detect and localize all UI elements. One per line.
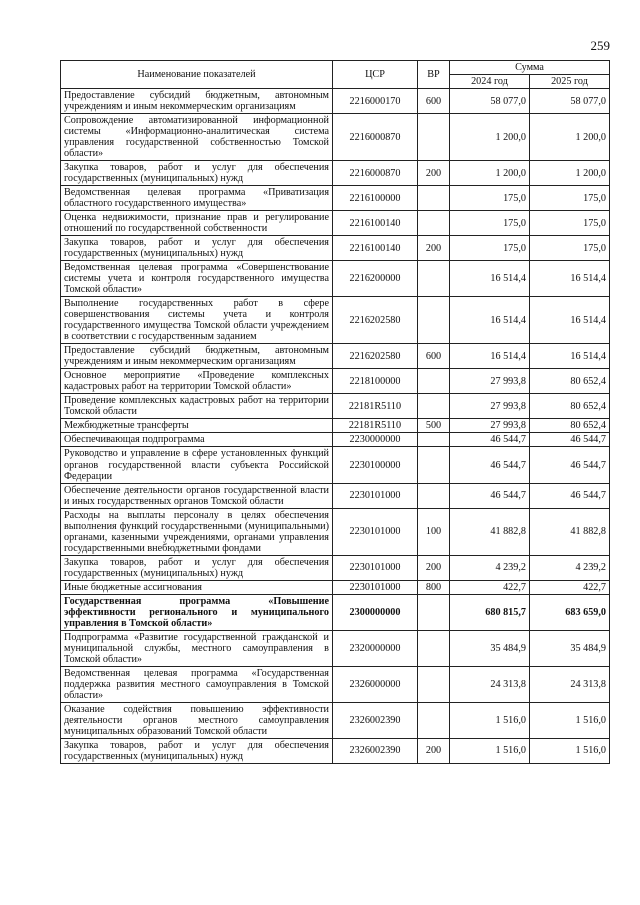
row-csr-cell: 2216000870: [333, 114, 418, 161]
row-2025-value: 46 544,7: [530, 433, 610, 447]
row-vr-cell: 200: [418, 738, 450, 763]
row-csr-cell: 2216000170: [333, 89, 418, 114]
row-vr-cell: [418, 702, 450, 738]
row-2024-value: 16 514,4: [450, 344, 530, 369]
table-row: [61, 702, 610, 738]
row-vr-cell: 800: [418, 580, 450, 594]
table-row: [61, 211, 610, 236]
row-name-cell: Закупка товаров, работ и услуг для обеспечения государственных (муниципальных) нужд: [61, 738, 333, 763]
row-2024-value: 46 544,7: [450, 447, 530, 483]
table-body: [61, 89, 610, 764]
row-2024-value: 16 514,4: [450, 297, 530, 344]
table-row: [61, 555, 610, 580]
table-row: [61, 508, 610, 555]
row-name-cell: Закупка товаров, работ и услуг для обеспечения государственных (муниципальных) нужд: [61, 161, 333, 186]
row-2025-value: 175,0: [530, 236, 610, 261]
row-2024-value: 4 239,2: [450, 555, 530, 580]
table-row: [61, 369, 610, 394]
row-vr-cell: 200: [418, 161, 450, 186]
table-header: [61, 61, 610, 89]
table-row: [61, 666, 610, 702]
row-vr-cell: [418, 369, 450, 394]
row-2025-value: 46 544,7: [530, 447, 610, 483]
row-2024-value: 46 544,7: [450, 433, 530, 447]
row-csr-cell: 2216202580: [333, 297, 418, 344]
table-row: [61, 344, 610, 369]
row-vr-cell: 500: [418, 419, 450, 433]
row-2025-value: 46 544,7: [530, 483, 610, 508]
row-2024-value: 422,7: [450, 580, 530, 594]
row-csr-cell: 2216000870: [333, 161, 418, 186]
row-2025-value: 1 516,0: [530, 738, 610, 763]
page-number: 259: [590, 38, 610, 53]
row-name-cell: Обеспечение деятельности органов государственной власти и иных государственных органов Томской области: [61, 483, 333, 508]
row-csr-cell: 2326000000: [333, 666, 418, 702]
table-row: [61, 447, 610, 483]
row-name-cell: Закупка товаров, работ и услуг для обеспечения государственных (муниципальных) нужд: [61, 555, 333, 580]
row-2025-value: 16 514,4: [530, 261, 610, 297]
table-row: [61, 394, 610, 419]
row-2025-value: 24 313,8: [530, 666, 610, 702]
row-2024-value: 27 993,8: [450, 369, 530, 394]
row-2024-value: 1 200,0: [450, 161, 530, 186]
row-vr-cell: [418, 594, 450, 630]
row-csr-cell: 2216202580: [333, 344, 418, 369]
row-vr-cell: 200: [418, 555, 450, 580]
row-2024-value: 27 993,8: [450, 394, 530, 419]
row-vr-cell: 600: [418, 344, 450, 369]
row-csr-cell: 2320000000: [333, 630, 418, 666]
row-2025-value: 1 200,0: [530, 114, 610, 161]
budget-table: [60, 60, 610, 764]
row-2025-value: 16 514,4: [530, 344, 610, 369]
header-sum: Сумма: [450, 61, 610, 75]
row-2025-value: 80 652,4: [530, 394, 610, 419]
row-csr-cell: 2230101000: [333, 483, 418, 508]
table-row: [61, 738, 610, 763]
row-2025-value: 4 239,2: [530, 555, 610, 580]
table-row: [61, 89, 610, 114]
row-name-cell: Ведомственная целевая программа «Государственная поддержка развития местного самоуправления в Томской области»: [61, 666, 333, 702]
row-name-cell: Подпрограмма «Развитие государственной гражданской и муниципальной службы, местного самоуправления в Томской области»: [61, 630, 333, 666]
table-row: [61, 433, 610, 447]
row-2025-value: 175,0: [530, 186, 610, 211]
row-2024-value: 175,0: [450, 211, 530, 236]
row-name-cell: Выполнение государственных работ в сфере совершенствования системы учета и контроля государственного имущества Томской области учреждением в соответствии с государственным заданием: [61, 297, 333, 344]
row-2025-value: 683 659,0: [530, 594, 610, 630]
row-2025-value: 35 484,9: [530, 630, 610, 666]
row-vr-cell: [418, 211, 450, 236]
table-row: [61, 114, 610, 161]
table-row: [61, 186, 610, 211]
row-csr-cell: 2216200000: [333, 261, 418, 297]
row-name-cell: Предоставление субсидий бюджетным, автономным учреждениям и иным некоммерческим организациям: [61, 89, 333, 114]
row-csr-cell: 2230000000: [333, 433, 418, 447]
row-vr-cell: [418, 114, 450, 161]
row-2025-value: 175,0: [530, 211, 610, 236]
row-csr-cell: 2218100000: [333, 369, 418, 394]
table-row: [61, 261, 610, 297]
row-vr-cell: [418, 666, 450, 702]
row-csr-cell: 2230100000: [333, 447, 418, 483]
table-row: [61, 161, 610, 186]
row-name-cell: Государственная программа «Повышение эффективности регионального и муниципального управления в Томской области»: [61, 594, 333, 630]
row-vr-cell: 100: [418, 508, 450, 555]
row-2024-value: 24 313,8: [450, 666, 530, 702]
row-2024-value: 27 993,8: [450, 419, 530, 433]
row-2025-value: 1 200,0: [530, 161, 610, 186]
row-name-cell: Предоставление субсидий бюджетным, автономным учреждениям и иным некоммерческим организациям: [61, 344, 333, 369]
row-vr-cell: 600: [418, 89, 450, 114]
table-row: [61, 594, 610, 630]
row-2025-value: 58 077,0: [530, 89, 610, 114]
row-vr-cell: [418, 297, 450, 344]
row-2025-value: 1 516,0: [530, 702, 610, 738]
row-2025-value: 16 514,4: [530, 297, 610, 344]
row-csr-cell: 2300000000: [333, 594, 418, 630]
row-csr-cell: 2216100000: [333, 186, 418, 211]
row-csr-cell: 2326002390: [333, 702, 418, 738]
row-2025-value: 41 882,8: [530, 508, 610, 555]
row-csr-cell: 2216100140: [333, 211, 418, 236]
table-row: [61, 419, 610, 433]
row-vr-cell: 200: [418, 236, 450, 261]
row-csr-cell: 22181R5110: [333, 394, 418, 419]
row-2024-value: 58 077,0: [450, 89, 530, 114]
row-vr-cell: [418, 483, 450, 508]
row-name-cell: Закупка товаров, работ и услуг для обеспечения государственных (муниципальных) нужд: [61, 236, 333, 261]
table-row: [61, 236, 610, 261]
row-name-cell: Расходы на выплаты персоналу в целях обеспечения выполнения функций государственными (муниципальными) органами, казенными учреждениями, органами управления государственными внебюджетными фондами: [61, 508, 333, 555]
header-year-2024: 2024 год: [450, 75, 530, 89]
row-csr-cell: 2216100140: [333, 236, 418, 261]
row-2024-value: 1 516,0: [450, 738, 530, 763]
row-2024-value: 175,0: [450, 186, 530, 211]
header-vr: ВР: [418, 61, 450, 89]
row-name-cell: Иные бюджетные ассигнования: [61, 580, 333, 594]
row-2024-value: 46 544,7: [450, 483, 530, 508]
row-vr-cell: [418, 186, 450, 211]
row-vr-cell: [418, 394, 450, 419]
table-row: [61, 297, 610, 344]
row-vr-cell: [418, 433, 450, 447]
row-csr-cell: 22181R5110: [333, 419, 418, 433]
row-2024-value: 1 516,0: [450, 702, 530, 738]
row-name-cell: Основное мероприятие «Проведение комплексных кадастровых работ на территории Томской области»: [61, 369, 333, 394]
row-2025-value: 80 652,4: [530, 369, 610, 394]
row-name-cell: Межбюджетные трансферты: [61, 419, 333, 433]
header-name: Наименование показателей: [61, 61, 333, 89]
row-name-cell: Сопровождение автоматизированной информационной системы «Информационно-аналитическая система управления государственной собственностью Томской области»: [61, 114, 333, 161]
row-2024-value: 175,0: [450, 236, 530, 261]
row-2025-value: 80 652,4: [530, 419, 610, 433]
row-name-cell: Оценка недвижимости, признание прав и регулирование отношений по государственной собственности: [61, 211, 333, 236]
row-name-cell: Обеспечивающая подпрограмма: [61, 433, 333, 447]
row-2024-value: 41 882,8: [450, 508, 530, 555]
row-name-cell: Руководство и управление в сфере установленных функций органов государственной власти субъекта Российской Федерации: [61, 447, 333, 483]
row-name-cell: Оказание содействия повышению эффективности деятельности органов местного самоуправления муниципальных образований Томской области: [61, 702, 333, 738]
row-2025-value: 422,7: [530, 580, 610, 594]
table-row: [61, 630, 610, 666]
row-vr-cell: [418, 630, 450, 666]
table-row: [61, 580, 610, 594]
row-csr-cell: 2230101000: [333, 555, 418, 580]
row-2024-value: 16 514,4: [450, 261, 530, 297]
table-row: [61, 483, 610, 508]
row-2024-value: 680 815,7: [450, 594, 530, 630]
row-vr-cell: [418, 447, 450, 483]
row-name-cell: Проведение комплексных кадастровых работ на территории Томской области: [61, 394, 333, 419]
row-csr-cell: 2230101000: [333, 508, 418, 555]
row-name-cell: Ведомственная целевая программа «Приватизация областного государственного имущества»: [61, 186, 333, 211]
row-2024-value: 35 484,9: [450, 630, 530, 666]
header-year-2025: 2025 год: [530, 75, 610, 89]
row-csr-cell: 2326002390: [333, 738, 418, 763]
row-2024-value: 1 200,0: [450, 114, 530, 161]
row-csr-cell: 2230101000: [333, 580, 418, 594]
row-name-cell: Ведомственная целевая программа «Совершенствование системы учета и контроля государственного имущества Томской области»: [61, 261, 333, 297]
header-csr: ЦСР: [333, 61, 418, 89]
row-vr-cell: [418, 261, 450, 297]
